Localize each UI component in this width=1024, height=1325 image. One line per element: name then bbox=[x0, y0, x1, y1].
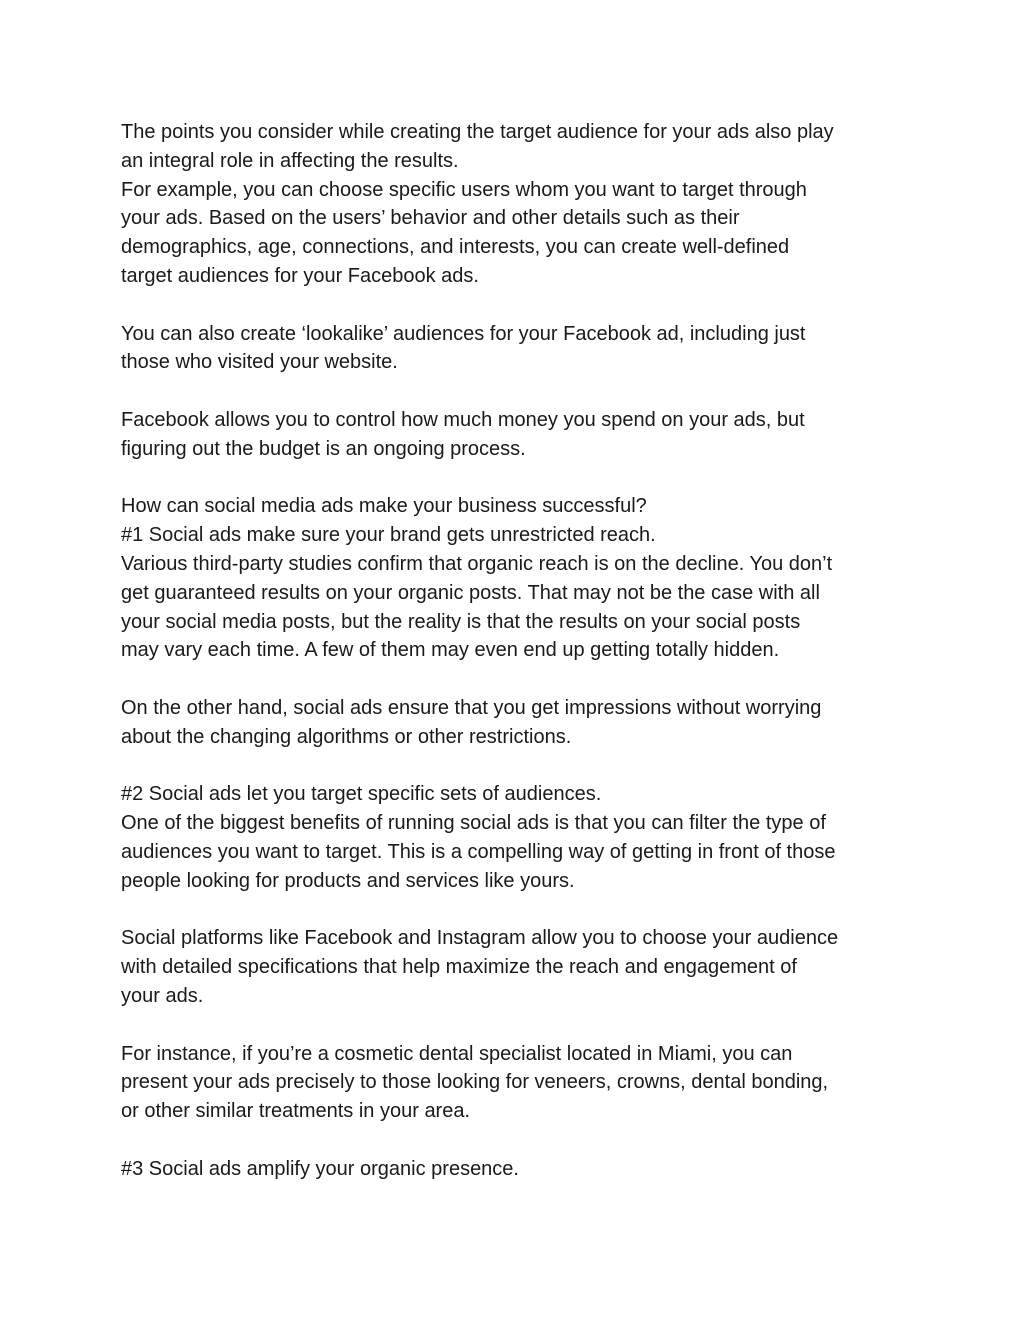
paragraph-spacer bbox=[121, 1126, 921, 1155]
paragraph-spacer bbox=[121, 665, 921, 694]
section-heading-2: #2 Social ads let you target specific sets of audiences. bbox=[121, 783, 602, 806]
section-heading-3: #3 Social ads amplify your organic presence. bbox=[121, 1157, 519, 1180]
paragraph-spacer bbox=[121, 752, 921, 781]
text-line: One of the biggest benefits of running social ads is that you can filter the type of bbox=[121, 812, 826, 835]
paragraph-spacer bbox=[121, 896, 921, 925]
paragraph-target-specific-audiences bbox=[121, 780, 921, 895]
text-line: your ads. Based on the users’ behavior and other details such as their bbox=[121, 207, 740, 230]
text-line: present your ads precisely to those looking for veneers, crowns, dental bonding, bbox=[121, 1071, 829, 1094]
text-line: those who visited your website. bbox=[121, 351, 398, 374]
text-line: target audiences for your Facebook ads. bbox=[121, 264, 479, 287]
text-line: You can also create ‘lookalike’ audiences for your Facebook ad, including just bbox=[121, 322, 806, 345]
document-body bbox=[121, 118, 921, 1183]
text-line: How can social media ads make your business successful? bbox=[121, 495, 647, 518]
paragraph-spacer bbox=[121, 1011, 921, 1040]
section-heading-1: #1 Social ads make sure your brand gets unrestricted reach. bbox=[121, 524, 656, 547]
text-line: audiences you want to target. This is a compelling way of getting in front of those bbox=[121, 840, 836, 863]
text-line: or other similar treatments in your area. bbox=[121, 1100, 471, 1123]
paragraph-spacer bbox=[121, 377, 921, 406]
text-line: Social platforms like Facebook and Instagram allow you to choose your audience bbox=[121, 927, 839, 950]
paragraph-budget bbox=[121, 406, 921, 464]
text-line: may vary each time. A few of them may even end up getting totally hidden. bbox=[121, 639, 780, 662]
paragraph-organic-presence bbox=[121, 1155, 921, 1184]
paragraph-lookalike-audiences bbox=[121, 320, 921, 378]
text-line: people looking for products and services like yours. bbox=[121, 869, 575, 892]
paragraph-spacer bbox=[121, 291, 921, 320]
text-line: an integral role in affecting the results. bbox=[121, 149, 459, 172]
paragraph-social-platforms bbox=[121, 924, 921, 1010]
text-line: On the other hand, social ads ensure that you get impressions without worrying bbox=[121, 696, 822, 719]
text-line: get guaranteed results on your organic posts. That may not be the case with all bbox=[121, 581, 820, 604]
paragraph-unrestricted-reach bbox=[121, 492, 921, 665]
text-line: For instance, if you’re a cosmetic dental specialist located in Miami, you can bbox=[121, 1042, 793, 1065]
text-line: Facebook allows you to control how much money you spend on your ads, but bbox=[121, 408, 805, 431]
text-line: The points you consider while creating the target audience for your ads also play bbox=[121, 121, 834, 143]
text-line: about the changing algorithms or other restrictions. bbox=[121, 725, 572, 748]
text-line: demographics, age, connections, and interests, you can create well-defined bbox=[121, 236, 790, 259]
text-line: Various third-party studies confirm that organic reach is on the decline. You don’t bbox=[121, 552, 833, 575]
text-line: figuring out the budget is an ongoing process. bbox=[121, 437, 526, 460]
text-line: your ads. bbox=[121, 984, 204, 1007]
paragraph-dental-example bbox=[121, 1040, 921, 1126]
paragraph-spacer bbox=[121, 464, 921, 493]
text-line: For example, you can choose specific users whom you want to target through bbox=[121, 178, 807, 201]
paragraph-target-audience bbox=[121, 118, 921, 291]
text-line: with detailed specifications that help maximize the reach and engagement of bbox=[121, 956, 797, 979]
text-line: your social media posts, but the reality is that the results on your social posts bbox=[121, 610, 801, 633]
paragraph-impressions bbox=[121, 694, 921, 752]
